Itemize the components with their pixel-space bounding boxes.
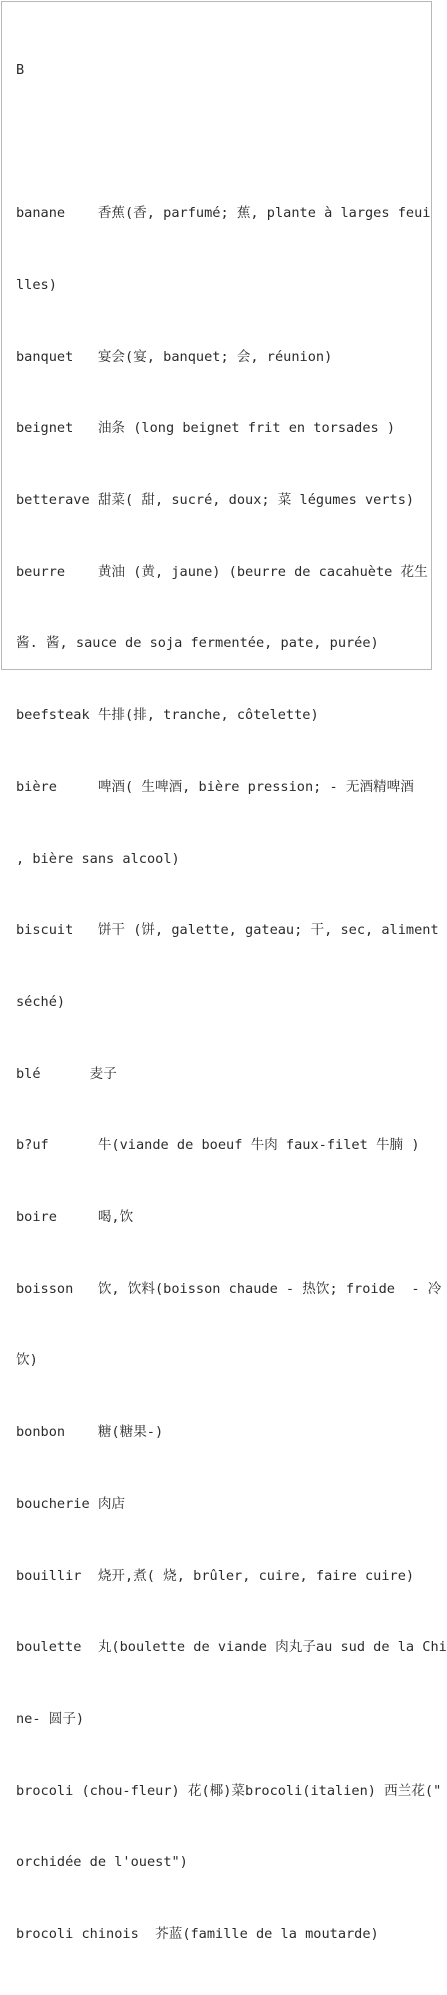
text-line: 酱. 酱, sauce de soja fermentée, pate, purée) [16, 635, 379, 652]
text-line: séché) [16, 993, 66, 1010]
text-line: blé 麦子 [16, 1065, 117, 1082]
text-line: orchidée de l'ouest") [16, 1854, 188, 1871]
document-frame [1, 1, 447, 1943]
text-line: boucherie 肉店 [16, 1495, 126, 1512]
text-line: beurre 黄油 (黄, jaune) (beurre de cacahuète 花生 [16, 563, 428, 580]
text-line: , bière sans alcool) [16, 850, 180, 867]
vocabulary-text [16, 11, 447, 1995]
text-line: b?uf 牛(viande de boeuf 牛肉 faux-filet 牛腩 ) [16, 1137, 420, 1154]
text-line: betterave 甜菜( 甜, sucré, doux; 菜 légumes verts) [16, 492, 415, 509]
text-line: ne- 圆子) [16, 1710, 85, 1727]
text-line: biscuit 饼干 (饼, galette, gateau; 干, sec, aliment [16, 922, 439, 939]
text-line: boulette 丸(boulette de viande 肉丸子au sud de la Chi [16, 1639, 447, 1656]
text-line: lles) [16, 276, 57, 293]
blank-line [16, 131, 421, 155]
text-line: beefsteak 牛排(排, tranche, côtelette) [16, 707, 319, 724]
text-line: 饮) [16, 1352, 38, 1369]
text-line: bonbon 糖(糖果-) [16, 1424, 164, 1441]
text-line: beignet 油条 (long beignet frit en torsades ) [16, 420, 396, 437]
text-line: bouillir 烧开,煮( 烧, brûler, cuire, faire cuire) [16, 1567, 415, 1584]
text-line: bière 啤酒( 生啤酒, bière pression; - 无酒精啤酒 [16, 778, 414, 795]
text-line: banquet 宴会(宴, banquet; 会, réunion) [16, 348, 333, 365]
text-line: banane 香蕉(香, parfumé; 蕉, plante à larges feui [16, 205, 431, 222]
text-line: boire 喝,饮 [16, 1209, 134, 1226]
text-line: boisson 饮, 饮料(boisson chaude - 热饮; froide - 冷 [16, 1280, 442, 1297]
section-letter: B [16, 61, 25, 78]
text-line: brocoli chinois 芥蓝(famille de la moutarde) [16, 1926, 379, 1943]
text-line: brocoli (chou-fleur) 花(椰)菜brocoli(italien) 西兰花(" [16, 1782, 442, 1799]
